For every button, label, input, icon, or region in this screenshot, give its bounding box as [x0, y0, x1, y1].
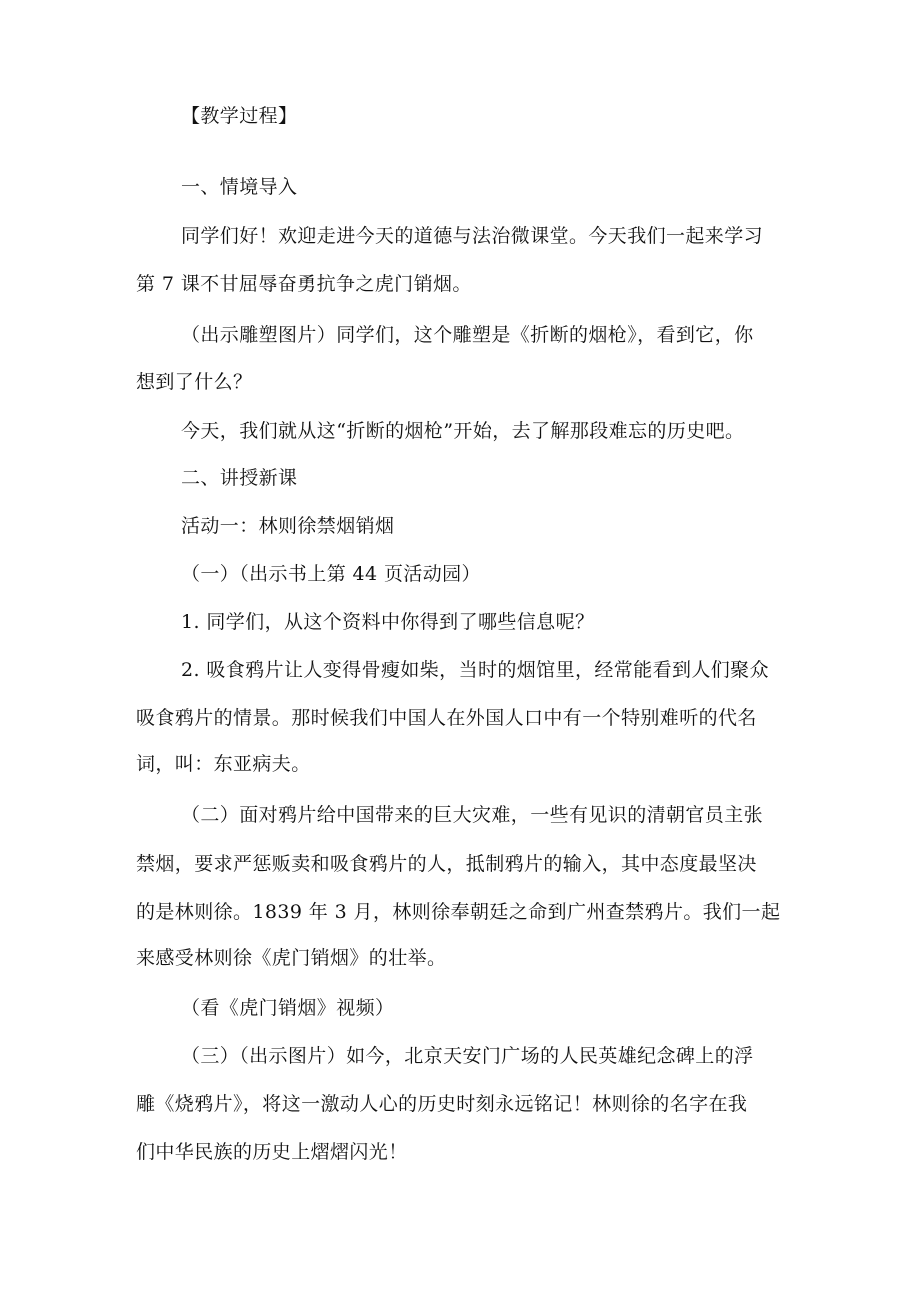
paragraph-line: （三）（出示图片）如今，北京天安门广场的人民英雄纪念碑上的浮	[181, 1045, 754, 1067]
paragraph-line: 想到了什么？	[136, 371, 253, 393]
section-title-intro: 一、情境导入	[181, 176, 298, 198]
paragraph-line: （出示雕塑图片）同学们，这个雕塑是《折断的烟枪》，看到它，你	[181, 324, 754, 346]
paragraph-line: 雕《烧鸦片》，将这一激动人心的历史时刻永远铭记！林则徐的名字在我	[136, 1093, 748, 1115]
paragraph-line: 2. 吸食鸦片让人变得骨瘦如柴，当时的烟馆里，经常能看到人们聚众	[181, 659, 769, 681]
video-note: （看《虎门销烟》视频）	[181, 997, 395, 1019]
paragraph-line: 词，叫：东亚病夫。	[136, 753, 311, 775]
section-heading: 【教学过程】	[181, 105, 298, 127]
paragraph-line: 同学们好！欢迎走进今天的道德与法治微课堂。今天我们一起来学习	[181, 225, 764, 247]
section-title-new-lesson: 二、讲授新课	[181, 467, 298, 489]
paragraph-line: 来感受林则徐《虎门销烟》的壮举。	[136, 947, 447, 969]
paragraph-line: 第 7 课不甘屈辱奋勇抗争之虎门销烟。	[136, 273, 472, 295]
paragraph-line: （二）面对鸦片给中国带来的巨大灾难，一些有见识的清朝官员主张	[181, 804, 764, 826]
subsection-title: （一）（出示书上第 44 页活动园）	[181, 563, 481, 585]
paragraph-line: 们中华民族的历史上熠熠闪光！	[136, 1141, 408, 1163]
activity-title: 活动一：林则徐禁烟销烟	[181, 515, 395, 537]
question-line: 1. 同学们，从这个资料中你得到了哪些信息呢？	[181, 611, 595, 633]
paragraph-line: 禁烟，要求严惩贩卖和吸食鸦片的人，抵制鸦片的输入，其中态度最坚决	[136, 853, 757, 875]
paragraph-line: 吸食鸦片的情景。那时候我们中国人在外国人口中有一个特别难听的代名	[136, 707, 757, 729]
paragraph-line: 今天，我们就从这“折断的烟枪”开始，去了解那段难忘的历史吧。	[181, 420, 745, 442]
paragraph-line: 的是林则徐。1839 年 3 月，林则徐奉朝廷之命到广州查禁鸦片。我们一起	[136, 901, 781, 923]
